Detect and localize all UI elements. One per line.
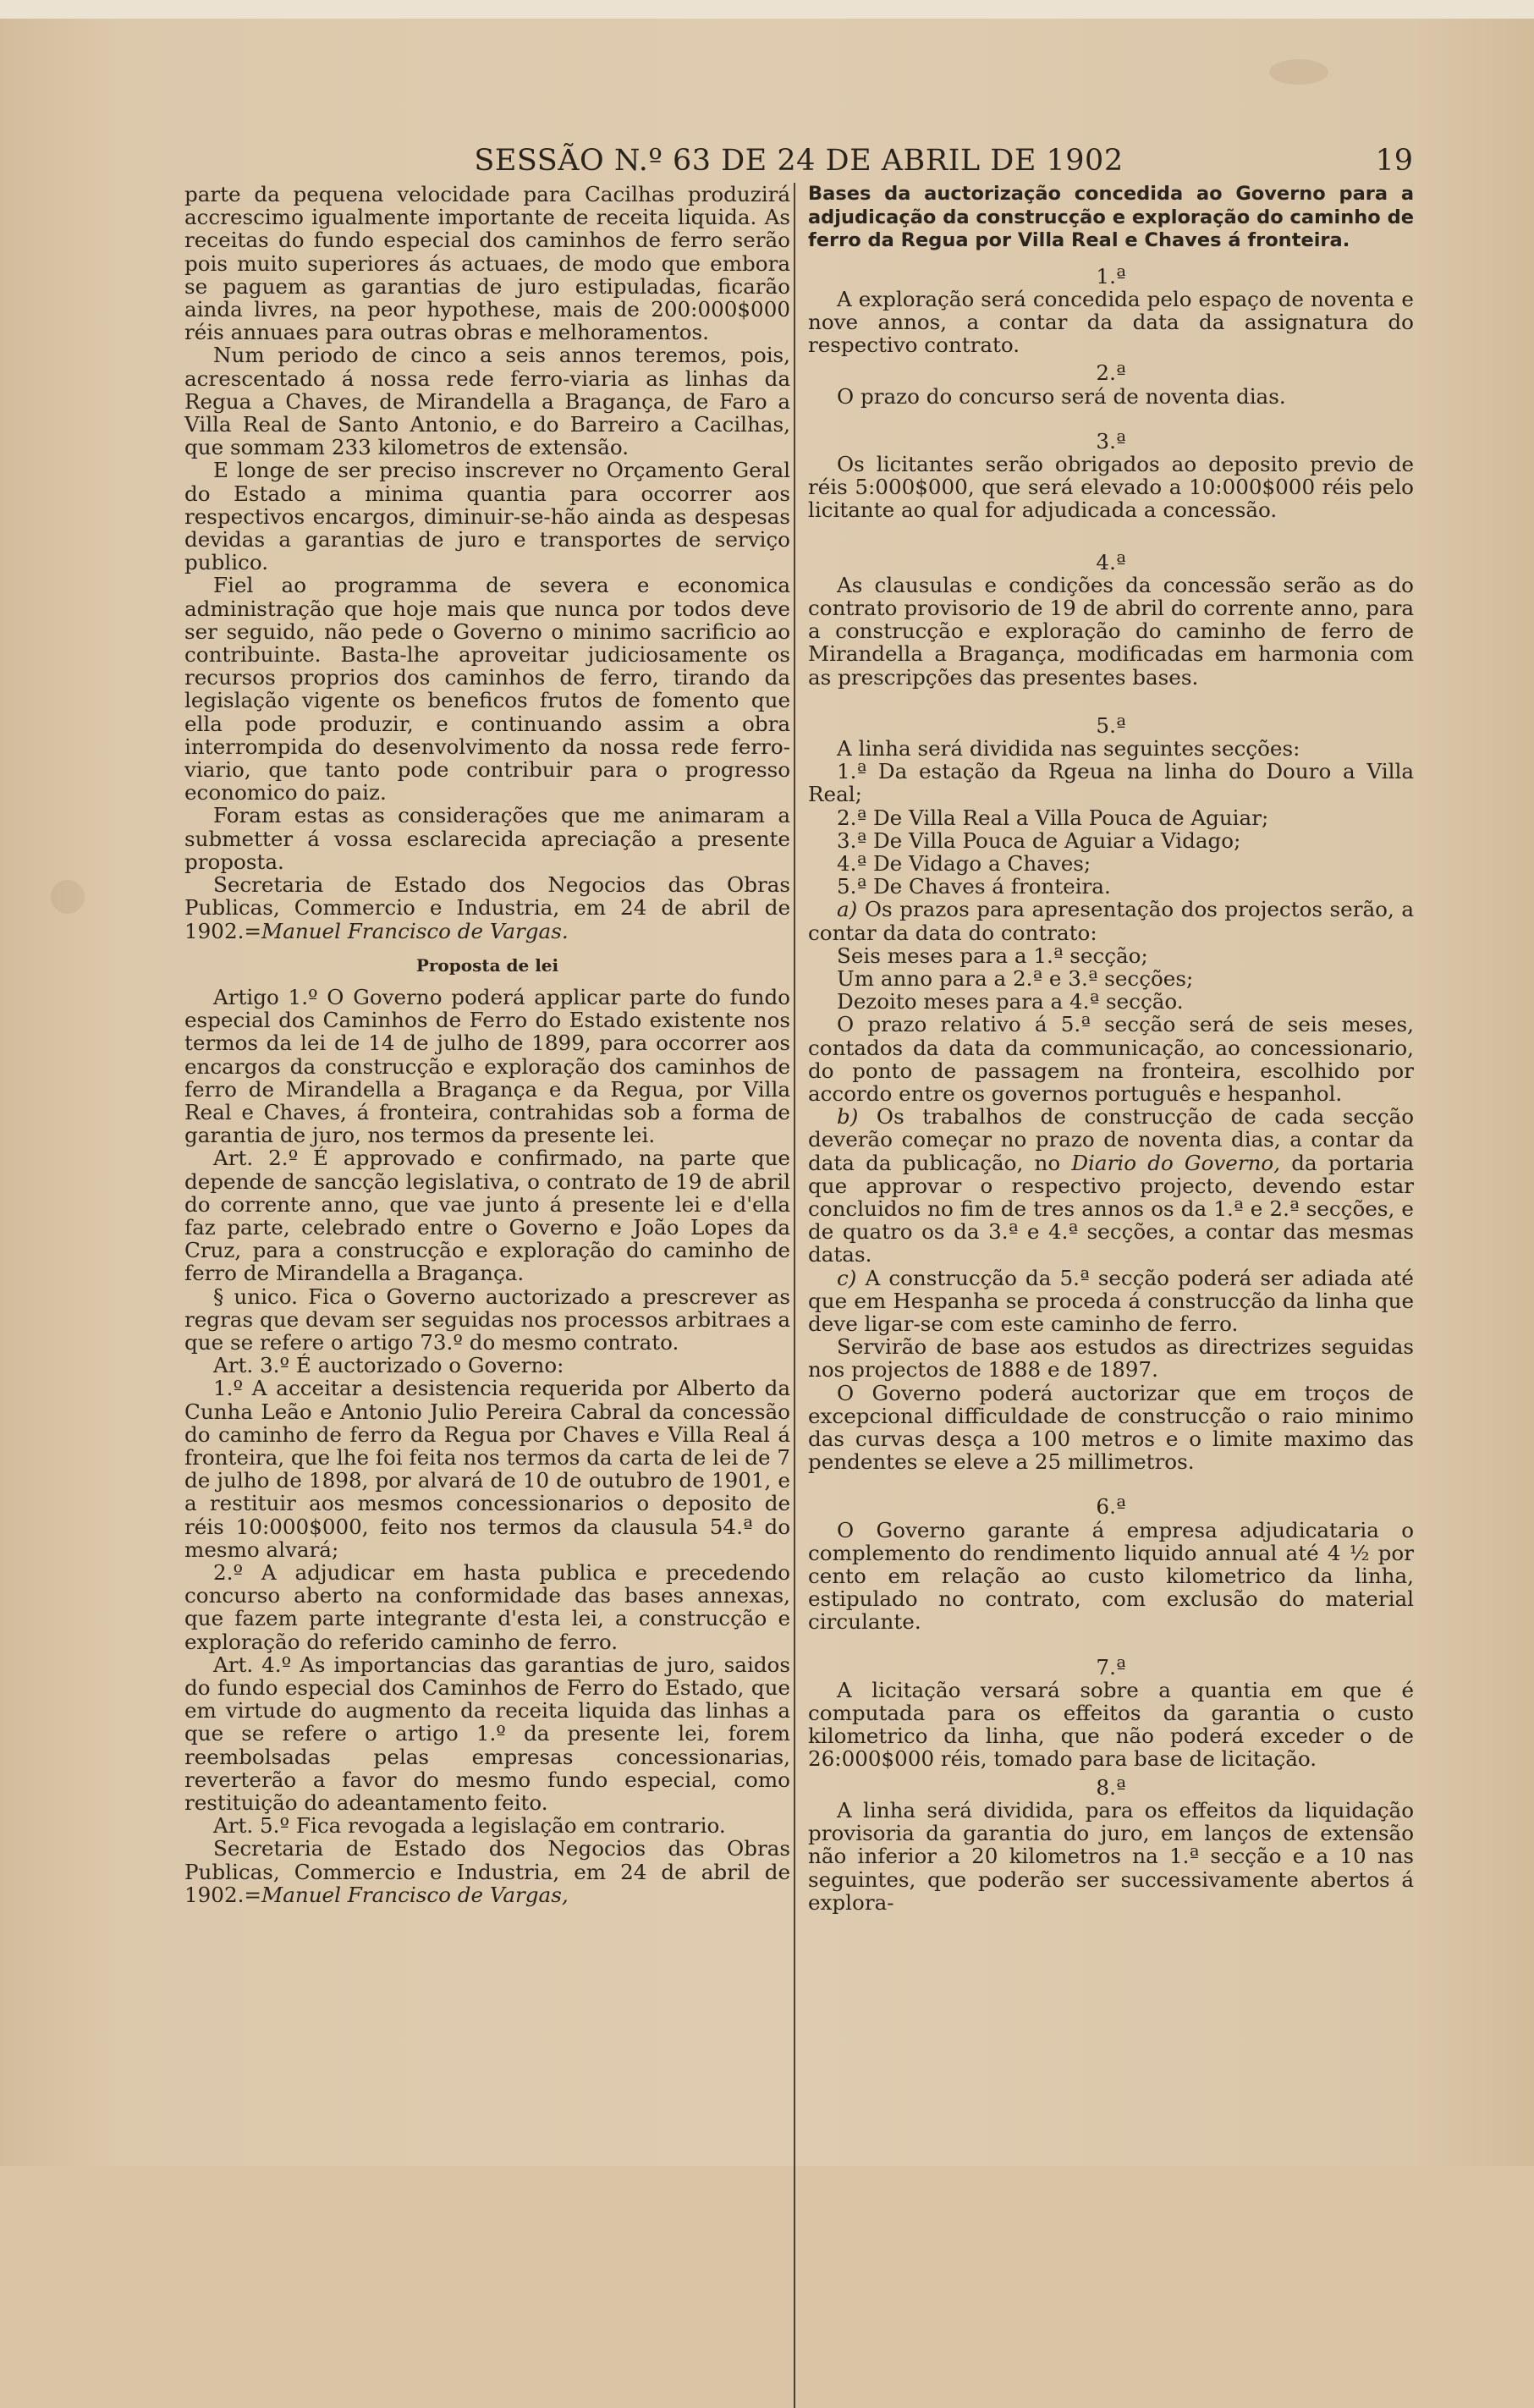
signature-paragraph bbox=[184, 1837, 790, 1906]
page-header bbox=[184, 144, 1413, 184]
proposta-heading: Proposta de lei bbox=[415, 954, 559, 976]
clause-text: Os trabalhos de construcção de cada secção deverão começar no prazo de noventa dias, a contar da data da publicação, no bbox=[808, 1104, 1414, 1175]
base-text: Servirão de base aos estudos as directrizes seguidas nos projectos de 1888 e de 1897. bbox=[808, 1334, 1414, 1383]
base-number: 6.ª bbox=[1096, 1494, 1126, 1520]
base-text: A linha será dividida nas seguintes secções: bbox=[837, 735, 1300, 761]
base-text: As clausulas e condições da concessão serão as do contrato provisorio de 19 de abril do corrente anno, para a construcção e exploração do caminho de ferro de Mirandella a Bragança, modificadas em harmonia com as prescripções das presentes bases. bbox=[808, 572, 1414, 690]
left-column bbox=[184, 183, 790, 1906]
clause-label: b) bbox=[837, 1104, 859, 1130]
clause-text: A construcção da 5.ª secção poderá ser adiada até que em Hespanha se proceda á construcção da linha que deve ligar-se com este caminho de ferro. bbox=[808, 1265, 1414, 1337]
base-text: A exploração será concedida pelo espaço de noventa e nove annos, a contar da data da assignatura do respectivo contrato. bbox=[808, 286, 1414, 358]
base-number: 8.ª bbox=[1096, 1774, 1126, 1800]
paper-stain bbox=[51, 880, 85, 914]
article-3: Art. 3.º É auctorizado o Governo: bbox=[213, 1353, 564, 1378]
paper-top-edge bbox=[0, 0, 1534, 19]
deadline-item: Um anno para a 2.ª e 3.ª secções; bbox=[837, 965, 1194, 991]
clause-a bbox=[808, 898, 1414, 943]
base-text: Os licitantes serão obrigados ao deposito previo de réis 5:000$000, que será elevado a 10:000$000 réis pelo licitante ao qual for adjudicada a concessão. bbox=[808, 451, 1414, 523]
paragraph: Fiel ao programma de severa e economica administração que hoje mais que nunca por todos deve ser seguido, não pede o Governo o minimo sacrificio ao contribuinte. Basta-lhe aproveitar judiciosamente os recursos proprios dos caminhos de ferro, tirando da legislação vigente os beneficos frutos de fomento que ella pode produzir, e continuando assim a obra interrompida do desenvolvimento da nossa rede ferro-viario, que tanto pode contribuir para o progresso economico do paiz. bbox=[184, 573, 790, 805]
clause-label: c) bbox=[837, 1265, 857, 1290]
article-4: Art. 4.º As importancias das garantias de juro, saidos do fundo especial dos Caminhos de Ferro do Estado, que em virtude do augmento da receita liquida das linhas a que se refere o artigo 1.º da presente lei, forem reembolsadas pelas empresas concessionarias, reverterão a favor do mesmo fundo especial, como restituição do adeantamento feito. bbox=[184, 1652, 790, 1816]
deadline-item: Seis meses para a 1.ª secção; bbox=[837, 943, 1148, 968]
signature-paragraph bbox=[184, 873, 790, 943]
base-text: O prazo do concurso será de noventa dias. bbox=[837, 383, 1286, 409]
clause-b bbox=[808, 1105, 1414, 1266]
bases-title: Bases da auctorização concedida ao Governo para a adjudicação da construcção e exploração do caminho de ferro da Regua por Villa Real e Chaves á fronteira. bbox=[808, 183, 1414, 251]
base-text: O Governo garante á empresa adjudicataria o complemento do rendimento liquido annual até 4 ½ por cento em relação ao custo kilometrico da linha, estipulado no contrato, com exclusão do material circulante. bbox=[808, 1517, 1414, 1635]
base-text: A licitação versará sobre a quantia em que é computada para os effeitos da garantia o custo kilometrico da linha, que não poderá exceder o de 26:000$000 réis, tomado para base de licitação. bbox=[808, 1677, 1414, 1772]
clause-label: a) bbox=[837, 897, 858, 922]
section-item: 2.ª De Villa Real a Villa Pouca de Aguiar; bbox=[837, 805, 1269, 830]
diario-title: Diario do Governo, bbox=[1071, 1150, 1281, 1175]
article-3-item-1: 1.º A acceitar a desistencia requerida por Alberto da Cunha Leão e Antonio Julio Pereira Cabral da concessão do caminho de ferro da Regua por Chaves e Villa Real á fronteira, que lhe foi feita nos termos da carta de lei de 7 de julho de 1898, por alvará de 10 de outubro de 1901, e a restituir aos mesmos concessionarios o deposito de réis 10:000$000, feito nos termos da clausula 54.ª do mesmo alvará; bbox=[184, 1376, 790, 1562]
page-number: 19 bbox=[1375, 144, 1413, 178]
paragraph: Num periodo de cinco a seis annos teremos, pois, acrescentado á nossa rede ferro-viaria as linhas da Regua a Chaves, de Mirandella a Bragança, de Faro a Villa Real de Santo Antonio, e do Barreiro a Cacilhas, que sommam 233 kilometros de extensão. bbox=[184, 343, 790, 460]
article-3-item-2: 2.º A adjudicar em hasta publica e precedendo concurso aberto na conformidade das bases annexas, que fazem parte integrante d'esta lei, a construcção e exploração do referido caminho de ferro. bbox=[184, 1559, 790, 1654]
base-number: 3.ª bbox=[1096, 428, 1126, 454]
base-text: O Governo poderá auctorizar que em troços de excepcional difficuldade de construcção o raio minimo das curvas desça a 100 metros e o limite maximo das pendentes se eleve a 25 millimetros. bbox=[808, 1380, 1414, 1475]
deadline-item: Dezoito meses para a 4.ª secção. bbox=[837, 989, 1184, 1014]
base-number: 7.ª bbox=[1096, 1654, 1126, 1680]
clause-c bbox=[808, 1267, 1414, 1336]
section-item: 4.ª De Vidago a Chaves; bbox=[837, 850, 1091, 876]
right-column bbox=[808, 183, 1414, 1914]
column-divider bbox=[794, 183, 795, 2408]
clause-text: Os prazos para apresentação dos projectos serão, a contar da data do contrato: bbox=[808, 897, 1414, 945]
article-1: Artigo 1.º O Governo poderá applicar parte do fundo especial dos Caminhos de Ferro do Estado existente nos termos da lei de 14 de julho de 1899, para occorrer aos encargos da construcção e exploração dos caminhos de ferro de Mirandella a Bragança e da Regua, por Villa Real e Chaves, á fronteira, contrahidas sob a forma de garantia de juro, nos termos da presente lei. bbox=[184, 984, 790, 1148]
article-5: Art. 5.º Fica revogada a legislação em contrario. bbox=[213, 1813, 726, 1839]
base-text: A linha será dividida, para os effeitos da liquidação provisoria da garantia do juro, em lanços de extensão não inferior a 20 kilometros na 1.ª secção e a 10 nas seguintes, que poderão ser successivamente abertos á explora- bbox=[808, 1797, 1414, 1915]
section-item: 5.ª De Chaves á fronteira. bbox=[837, 874, 1111, 899]
article-2: Art. 2.º É approvado e confirmado, na parte que depende de sancção legislativa, o contrato de 19 de abril do corrente anno, que vae junto á presente lei e d'ella faz parte, celebrado entre o Governo e João Lopes da Cruz, para a construcção e exploração do caminho de ferro de Mirandella a Bragança. bbox=[184, 1146, 790, 1286]
base-text: O prazo relativo á 5.ª secção será de seis meses, contados da data da communicação, ao concessionario, do ponto de passagem na fronteira, escolhido por accordo entre os governos português e hespanhol. bbox=[808, 1012, 1414, 1106]
base-number: 4.ª bbox=[1096, 549, 1126, 575]
section-item: 1.ª Da estação da Rgeua na linha do Douro a Villa Real; bbox=[808, 759, 1414, 807]
signature: Manuel Francisco de Vargas, bbox=[261, 1882, 569, 1907]
paragraph-text: Secretaria de Estado dos Negocios das Obras Publicas, Commercio e Industria, em 24 de abril de 1902.= bbox=[184, 1836, 790, 1907]
signature: Manuel Francisco de Vargas. bbox=[261, 918, 569, 943]
base-number: 5.ª bbox=[1096, 712, 1126, 738]
paragraph: E longe de ser preciso inscrever no Orçamento Geral do Estado a minima quantia para occorrer aos respectivos encargos, diminuir-se-hão ainda as despesas devidas a garantias de juro e transportes de serviço publico. bbox=[184, 458, 790, 575]
paragraph-text: Secretaria de Estado dos Negocios das Obras Publicas, Commercio e Industria, em 24 de abril de 1902.= bbox=[184, 872, 790, 943]
base-number: 2.ª bbox=[1096, 360, 1126, 386]
base-number: 1.ª bbox=[1096, 263, 1126, 289]
section-item: 3.ª De Villa Pouca de Aguiar a Vidago; bbox=[837, 827, 1241, 853]
paragraph-unico: § unico. Fica o Governo auctorizado a prescrever as regras que devam ser seguidas nos processos arbitraes a que se refere o artigo 73.º do mesmo contrato. bbox=[184, 1284, 790, 1355]
clause-text: da portaria que approvar o respectivo projecto, devendo estar concluidos no fim de tres annos os da 1.ª e 2.ª secções, e de quatro os da 3.ª e 4.ª secções, a contar das mesmas datas. bbox=[808, 1150, 1414, 1267]
session-title: SESSÃO N.º 63 DE 24 DE ABRIL DE 1902 bbox=[474, 144, 1124, 178]
paragraph: Foram estas as considerações que me animaram a submetter á vossa esclarecida apreciação a presente proposta. bbox=[184, 803, 790, 874]
paragraph: parte da pequena velocidade para Cacilhas produzirá accrescimo igualmente importante de receita liquida. As receitas do fundo especial dos caminhos de ferro serão pois muito superiores ás actuaes, de modo que embora se paguem as garantias de juro estipuladas, ficarão ainda livres, na peor hypothese, mais de 200:000$000 réis annuaes para outras obras e melhoramentos. bbox=[184, 182, 790, 345]
paper-stain bbox=[1269, 59, 1328, 85]
